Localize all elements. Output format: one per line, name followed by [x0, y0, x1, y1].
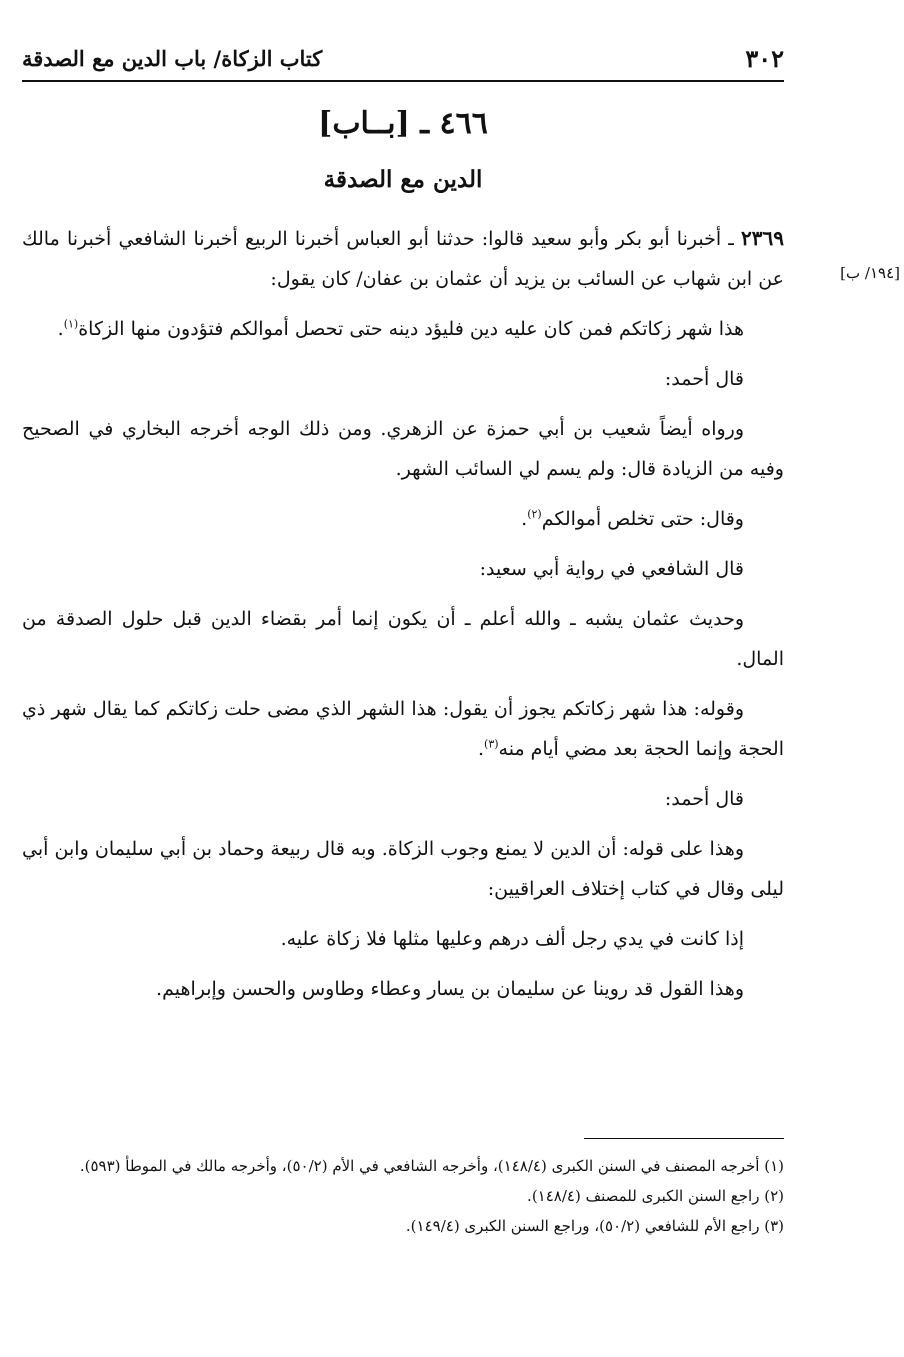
margin-folio-note: [١٩٤/ ب]	[840, 264, 900, 282]
paragraph-text: قال أحمد:	[664, 788, 744, 810]
page-number: ٣٠٢	[745, 44, 784, 73]
paragraph-text: وقال: حتى تخلص أموالكم	[541, 508, 744, 530]
hadith-paragraph	[22, 218, 784, 299]
paragraph-text: قال أحمد:	[664, 368, 744, 390]
speaker-line	[22, 779, 784, 819]
footnote-ref[interactable]: (٣)	[484, 737, 499, 751]
paragraph: وقال: حتى تخلص أموالكم$^{(٢)}$.	[521, 507, 744, 530]
speaker-line	[22, 359, 784, 399]
speaker-line	[22, 549, 784, 589]
paragraph-text: هذا شهر زكاتكم فمن كان عليه دين فليؤد دينه حتى تحصل أموالكم فتؤدون منها الزكاة	[78, 318, 744, 340]
quote-paragraph: هذا شهر زكاتكم فمن كان عليه دين فليؤد دينه حتى تحصل أموالكم فتؤدون منها الزكاة$^{(١)}$.	[57, 317, 744, 340]
paragraph-text: ورواه أيضاً شعيب بن أبي حمزة عن الزهري. ومن ذلك الوجه أخرجه البخاري في الصحيح وفيه من الزيادة قال: ولم يسم لي السائب الشهر.	[22, 418, 784, 480]
paragraph	[22, 919, 784, 959]
header-rule	[22, 80, 784, 82]
footnotes	[22, 1152, 784, 1242]
footnote: (٣) راجع الأم للشافعي (٥٠/٢)، وراجع السنن الكبرى (١٤٩/٤).	[405, 1217, 784, 1235]
paragraph-text: وقوله: هذا شهر زكاتكم يجوز أن يقول: هذا الشهر الذي مضى حلت زكاتكم كما يقال شهر ذي الحجة وإنما الحجة بعد مضي أيام منه	[22, 698, 784, 760]
page-header	[22, 28, 784, 80]
paragraph-text: قال الشافعي في رواية أبي سعيد:	[479, 558, 744, 580]
paragraph-text: وهذا على قوله: أن الدين لا يمنع وجوب الزكاة. وبه قال ربيعة وحماد بن أبي سليمان وابن أبي ليلى وقال في كتاب إختلاف العراقيين:	[22, 838, 784, 900]
footnote-ref[interactable]: (٢)	[527, 507, 542, 521]
chapter-title: ٤٦٦ ـ [بــاب]	[318, 106, 488, 141]
paragraph	[22, 409, 784, 489]
paragraph	[22, 969, 784, 1009]
chapter-subtitle: الدين مع الصدقة	[323, 166, 483, 193]
paragraph: وقوله: هذا شهر زكاتكم يجوز أن يقول: هذا الشهر الذي مضى حلت زكاتكم كما يقال شهر ذي الحجة وإنما الحجة بعد مضي أيام منه$^{(٣)}$.	[22, 698, 784, 760]
paragraph-text: ـ أخبرنا أبو بكر وأبو سعيد قالوا: حدثنا أبو العباس أخبرنا الربيع أخبرنا الشافعي أخبرنا مالك عن ابن شهاب عن السائب بن يزيد أن عثمان بن عفان/ كان يقول:	[22, 228, 784, 290]
paragraph-text: إذا كانت في يدي رجل ألف درهم وعليها مثلها فلا زكاة عليه.	[280, 928, 744, 950]
footnote-ref[interactable]: (١)	[63, 317, 79, 331]
hadith-number: ٢٣٦٩	[741, 226, 784, 250]
paragraph	[22, 829, 784, 909]
paragraph-text: وحديث عثمان يشبه ـ والله أعلم ـ أن يكون إنما أمر بقضاء الدين قبل حلول الصدقة من المال.	[22, 608, 784, 670]
footnote-rule	[584, 1138, 784, 1139]
running-title: كتاب الزكاة/ باب الدين مع الصدقة	[22, 46, 323, 71]
body-text	[22, 218, 784, 1019]
footnote: (٢) راجع السنن الكبرى للمصنف (١٤٨/٤).	[527, 1187, 784, 1205]
footnote: (١) أخرجه المصنف في السنن الكبرى (١٤٨/٤)، وأخرجه الشافعي في الأم (٥٠/٢)، وأخرجه مالك في الموطأ (٥٩٣).	[79, 1157, 784, 1175]
paragraph	[22, 599, 784, 679]
paragraph-text: وهذا القول قد روينا عن سليمان بن يسار وعطاء وطاوس والحسن وإبراهيم.	[156, 978, 744, 1000]
